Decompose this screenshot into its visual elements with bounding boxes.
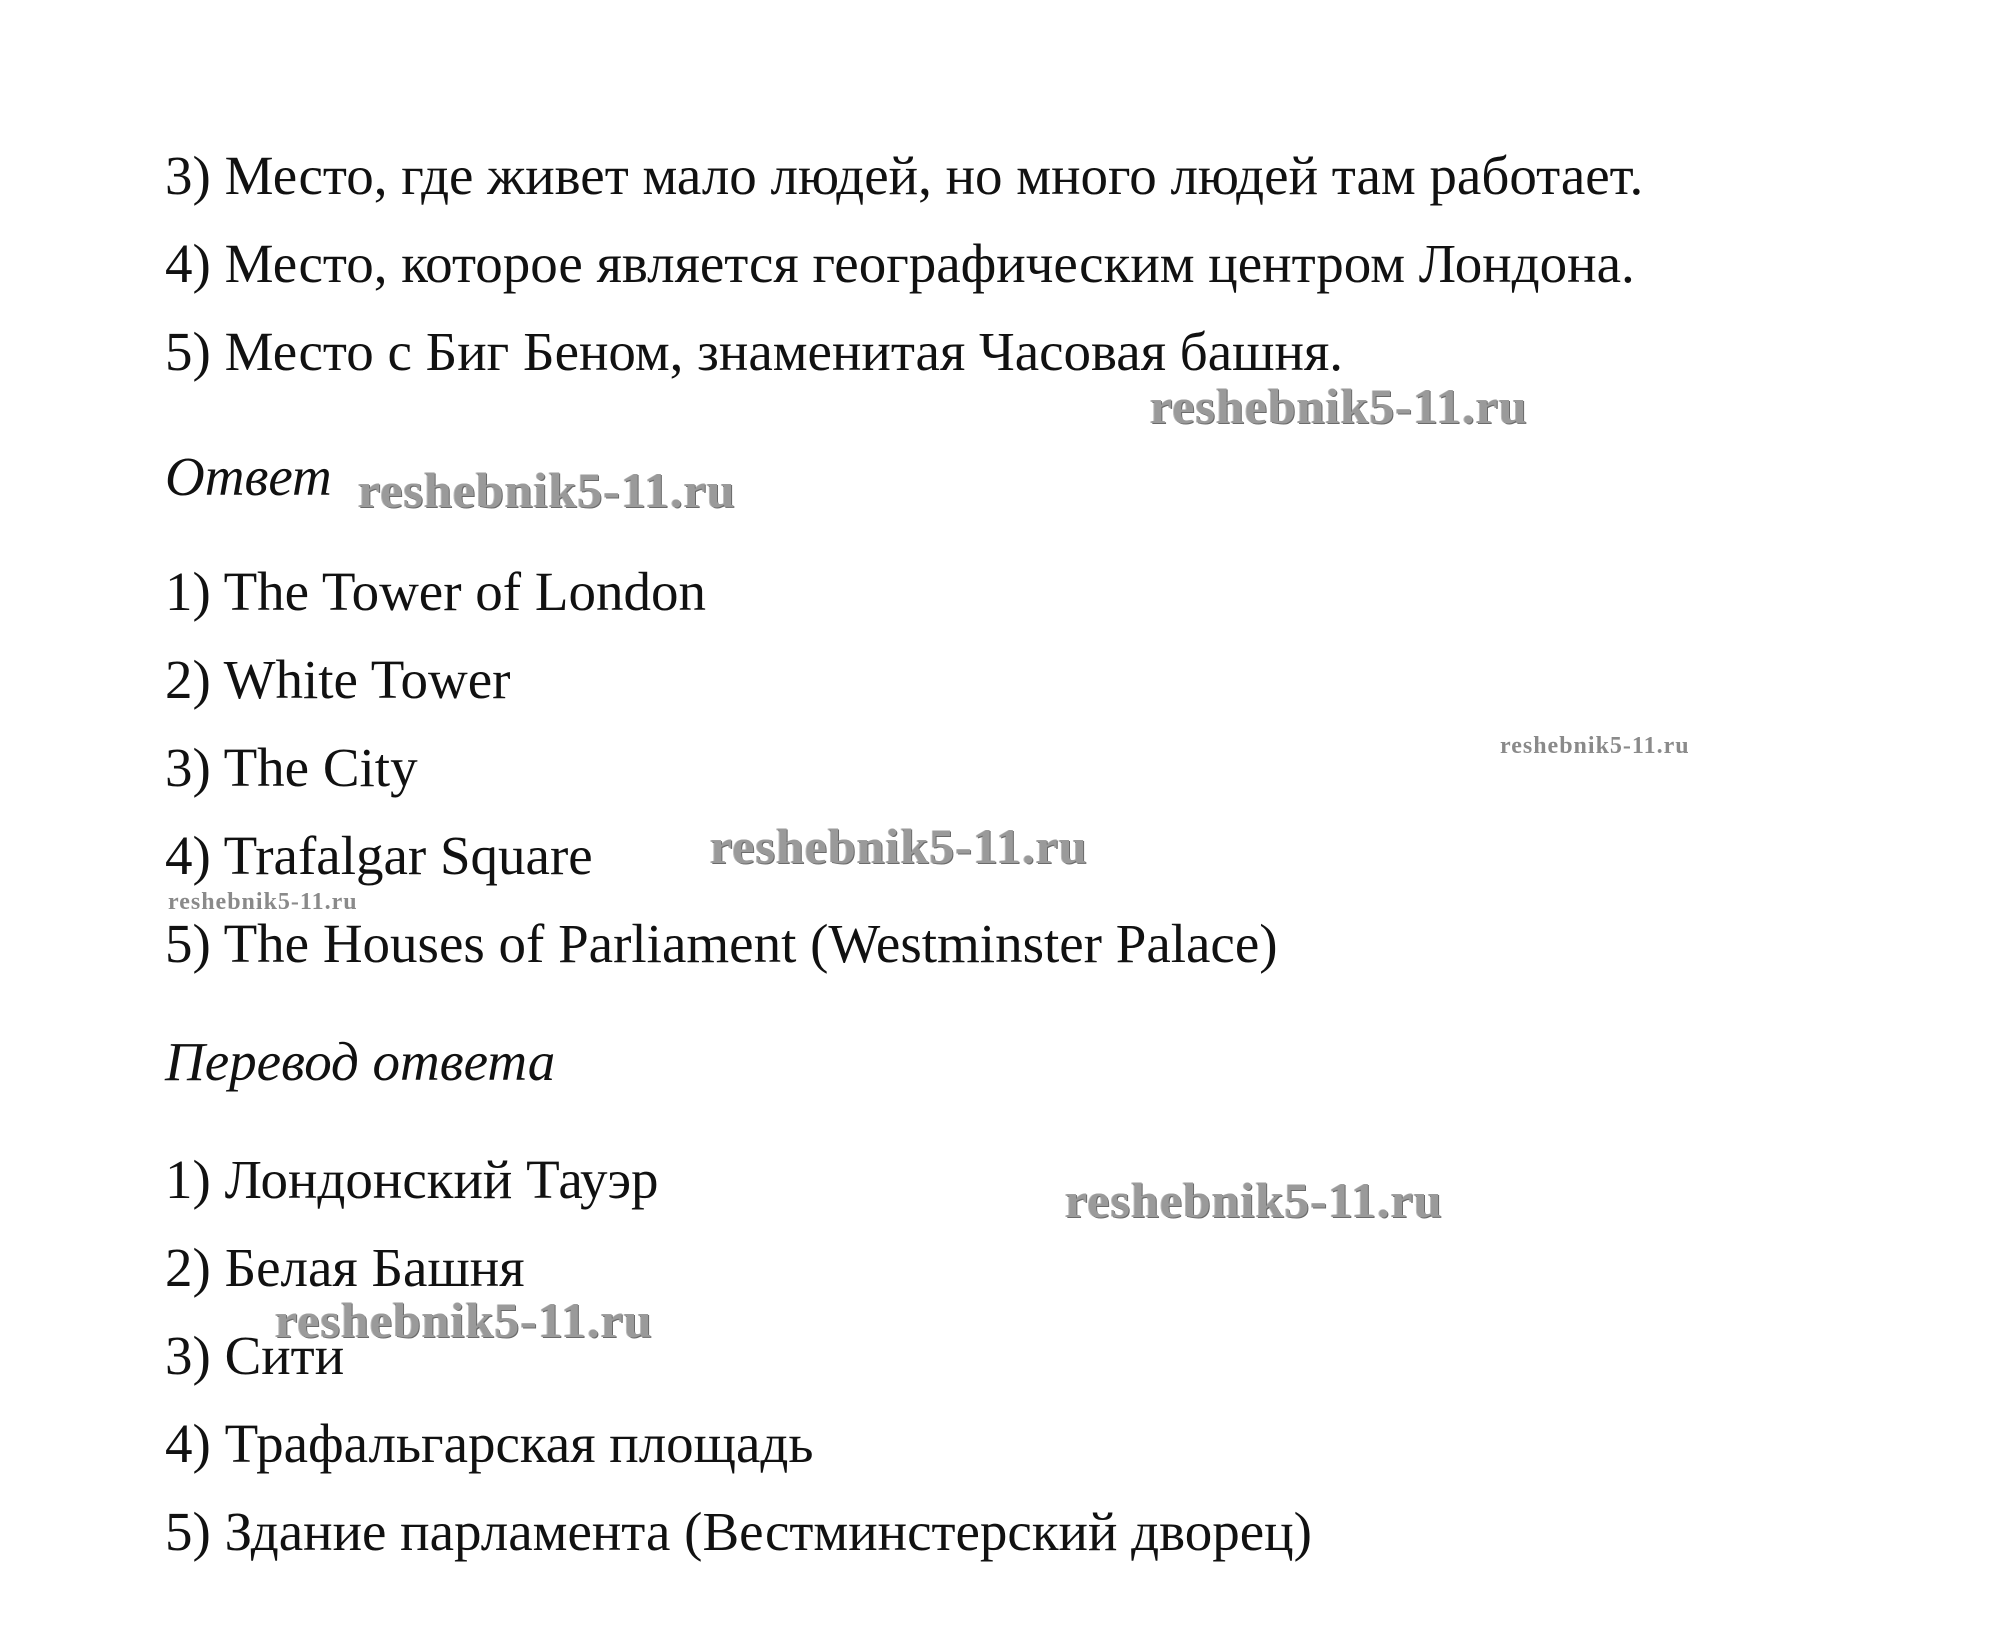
- question-4: 4) Место, которое является географическим центром Лондона.: [165, 233, 1635, 294]
- watermark: reshebnik5-11.ru: [1065, 1172, 1443, 1228]
- translation-heading: Перевод ответа: [165, 1031, 556, 1092]
- watermark: reshebnik5-11.ru: [710, 818, 1088, 874]
- translation-3: 3) Сити: [165, 1325, 345, 1386]
- question-3: 3) Место, где живет мало людей, но много людей там работает.: [165, 145, 1644, 206]
- watermark: reshebnik5-11.ru: [275, 1292, 653, 1348]
- answer-5: 5) The Houses of Parliament (Westminster Palace): [165, 913, 1278, 974]
- watermark: reshebnik5-11.ru: [358, 462, 736, 518]
- translation-1: 1) Лондонский Тауэр: [165, 1149, 659, 1210]
- watermark: reshebnik5-11.ru: [168, 889, 358, 915]
- answer-2: 2) White Tower: [165, 649, 511, 710]
- answer-4: 4) Trafalgar Square: [165, 825, 593, 886]
- question-5: 5) Место с Биг Беном, знаменитая Часовая башня.: [165, 321, 1343, 382]
- translation-2: 2) Белая Башня: [165, 1237, 525, 1298]
- translation-4: 4) Трафальгарская площадь: [165, 1413, 814, 1474]
- answer-1: 1) The Tower of London: [165, 561, 706, 622]
- translation-5: 5) Здание парламента (Вестминстерский дворец): [165, 1501, 1312, 1562]
- answer-3: 3) The City: [165, 737, 418, 798]
- answer-heading: Ответ: [165, 446, 332, 507]
- watermark: reshebnik5-11.ru: [1500, 733, 1690, 759]
- watermark: reshebnik5-11.ru: [1150, 378, 1528, 434]
